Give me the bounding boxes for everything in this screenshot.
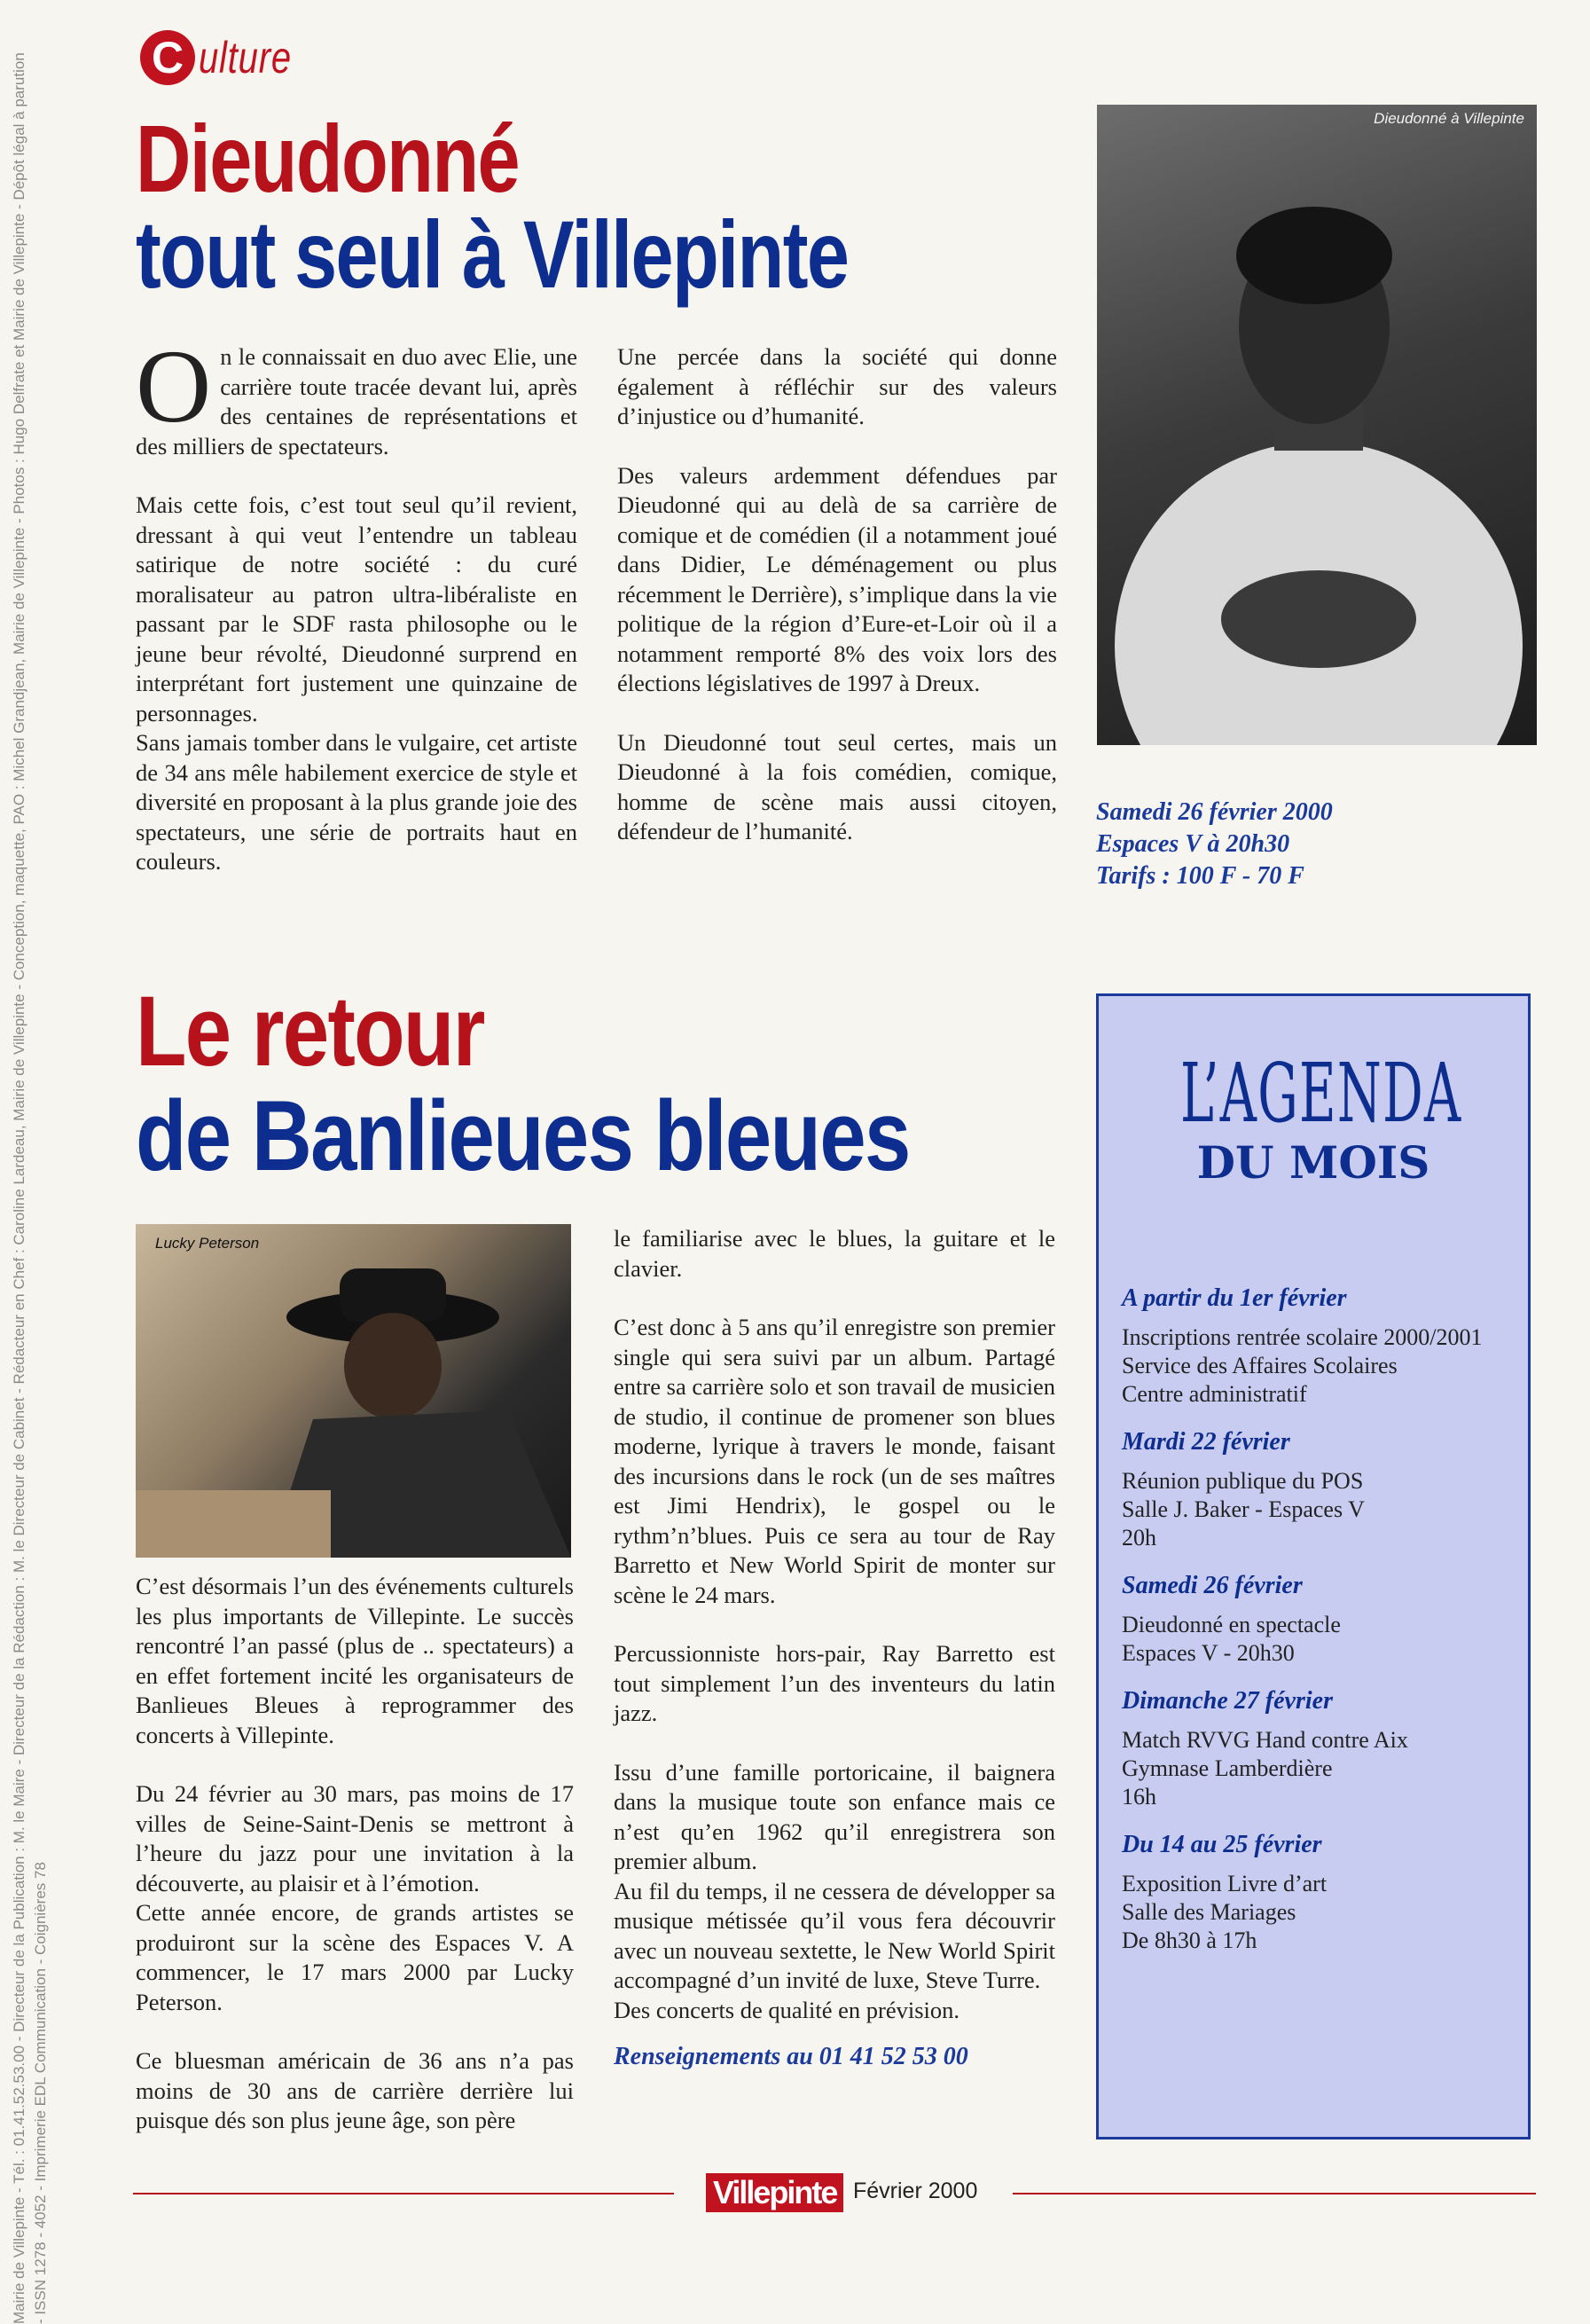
article1-col1-p3: Sans jamais tomber dans le vulgaire, cet artiste de 34 ans mêle habilement exercice de style et diversité en proposant à la plus grande joie des spectateurs, une série de portraits haut en couleurs. <box>136 729 577 875</box>
article2-col2-p2: C’est donc à 5 ans qu’il enregistre son premier single qui sera suivi par un album. Partagé entre sa carrière solo et son travail de musicien de studio, il continue de promener son blues moderne, lyrique à travers le monde, faisant des incursions dans le rock (un de ses maîtres est Jimi Hendrix), le gospel ou le rythm’n’blues. Puis ce sera au tour de Ray Barretto et New World Spirit de monter sur scène le 24 mars. <box>614 1314 1055 1608</box>
article2-column-1 <box>136 1572 574 2165</box>
agenda-entry-detail: Exposition Livre d’art Salle des Mariages De 8h30 à 17h <box>1122 1871 1328 1953</box>
article2-col1-p1: C’est désormais l’un des événements culturels les plus importants de Villepinte. Le succès rencontré l’an passé (plus de .. spectateurs) a en effet fortement incité les organisateurs de Banlieues Bleues à reprogrammer des concerts à Villepinte. <box>136 1573 574 1748</box>
photo-caption-lucky: Lucky Peterson <box>155 1235 260 1252</box>
event-venue: Espaces V à 20h30 <box>1096 830 1290 858</box>
face-shape <box>344 1313 442 1419</box>
portrait-illustration <box>1097 105 1537 745</box>
article1-col2-p1: Une percée dans la société qui donne également à réfléchir sur des valeurs d’injustice ou d’humanité. <box>617 343 1057 429</box>
agenda-list <box>1122 1284 1512 1975</box>
dieudonne-photo <box>1097 105 1537 745</box>
article2-col1-p3: Cette année encore, de grands artistes se produiront sur la scène des Espaces V. A commencer, le 17 mars 2000 par Lucky Peterson. <box>136 1899 574 2015</box>
agenda-title: L’AGENDA <box>1179 1046 1462 1141</box>
villepinte-logo: Villepinte <box>706 2173 843 2212</box>
article1-col1-p1: On le connaissait en duo avec Elie, une carrière toute tracée devant lui, après des centaines de représentations et des milliers de spectateurs. <box>136 328 577 459</box>
article1-col2-p3: Un Dieudonné tout seul certes, mais un Dieudonné à la fois comédien, comique, homme de scène mais aussi citoyen, défendeur de l’humanité. <box>617 728 1057 844</box>
event-date: Samedi 26 février 2000 <box>1096 798 1333 826</box>
hands-shape <box>1221 570 1416 668</box>
agenda-entry <box>1122 1284 1512 1409</box>
credits-line-1: Mairie de Villepinte - Tél. : 01.41.52.53.00 - Directeur de la Publication : M. le Maire - Directeur de la Rédaction : M. le Directeur de Cabinet - Rédacteur en Chef : Caroline Lardeau, Mairie de Villepinte - Conception, maquette, PAO : Michel Grandjean, Mairie de Villepinte - Photos : Hugo Delfrate et Mairie de Villepinte - Dépôt légal à parution <box>11 52 27 2324</box>
agenda-entry-date: Dimanche 27 février <box>1122 1687 1333 1715</box>
article2-headline-blue: de Banlieues bleues <box>136 1080 910 1191</box>
article1-col1-p2: Mais cette fois, c’est tout seul qu’il revient, dressant à qui veut l’entendre un tableau satirique de notre société : du curé moralisateur au patron ultra-libéraliste en passant par le SDF rasta philosophe ou le jeune beur révolté, Dieudonné surprend en interprétant fort justement une quinzaine de personnages. <box>136 491 577 726</box>
agenda-entry <box>1122 1687 1512 1811</box>
article2-col2-p5: Au fil du temps, il ne cessera de développer sa musique métissée qu’il vous fera découvrir avec un nouveau sextette, le New World Spirit accompagné d’un invité de luxe, Steve Turre. <box>614 1877 1055 1993</box>
publication-credits <box>9 52 106 2324</box>
event-info <box>1096 797 1333 892</box>
agenda-entry-date: Mardi 22 février <box>1122 1428 1290 1456</box>
agenda-subtitle: DU MOIS <box>1196 1136 1430 1189</box>
agenda-entry-date: Du 14 au 25 février <box>1122 1831 1322 1858</box>
agenda-entry <box>1122 1572 1512 1668</box>
footer-issue-date: Février 2000 <box>853 2179 978 2203</box>
hair-shape <box>1236 207 1392 304</box>
article1-column-1 <box>136 328 577 907</box>
article2-col2-p4: Issu d’une famille portoricaine, il baignera dans la musique toute son enfance mais ce n’est qu’en 1962 qu’il enregistrera son premier album. <box>614 1758 1055 1874</box>
article2-col2-p1: le familiarise avec le blues, la guitare et le clavier. <box>614 1225 1055 1282</box>
credits-line-2: - ISSN 1278 - 4052 - Imprimerie EDL Communication - Coignières 78 <box>32 1862 49 2324</box>
agenda-entry-date: Samedi 26 février <box>1122 1572 1303 1599</box>
footer-rule-right <box>1013 2193 1536 2194</box>
article1-headline-blue: tout seul à Villepinte <box>136 200 849 308</box>
rubric-label: ulture <box>199 33 292 82</box>
article2-col1-p4: Ce bluesman américain de 36 ans n’a pas moins de 30 ans de carrière derrière lui puisque dés son plus jeune âge, son père <box>136 2047 574 2133</box>
agenda-entry-detail: Réunion publique du POS Salle J. Baker - Espaces V 20h <box>1122 1468 1365 1551</box>
agenda-entry-detail: Inscriptions rentrée scolaire 2000/2001 Service des Affaires Scolaires Centre administratif <box>1122 1324 1483 1407</box>
agenda-box <box>1096 993 1531 2139</box>
agenda-entry <box>1122 1831 1512 1955</box>
photo-caption-dieudonne: Dieudonné à Villepinte <box>1374 110 1524 127</box>
dropcap-letter: O <box>136 328 212 444</box>
agenda-entry-detail: Dieudonné en spectacle Espaces V - 20h30 <box>1122 1612 1341 1666</box>
event-prices: Tarifs : 100 F - 70 F <box>1096 862 1304 890</box>
article2-col1-p2: Du 24 février au 30 mars, pas moins de 17 villes de Seine-Saint-Denis se mettront à l’heure du jazz pour une invitation à la découverte, au plaisir et à l’émotion. <box>136 1780 574 1896</box>
article2-col2-p6: Des concerts de qualité en prévision. <box>614 1996 960 2023</box>
agenda-entry <box>1122 1428 1512 1552</box>
article2-col2-p3: Percussionniste hors-pair, Ray Barretto est tout simplement l’un des inventeurs du latin jazz. <box>614 1640 1055 1726</box>
footer-rule-left <box>133 2193 674 2194</box>
article2-column-2 <box>614 1224 1055 2073</box>
agenda-entry-date: A partir du 1er février <box>1122 1284 1347 1312</box>
info-phone: Renseignements au 01 41 52 53 00 <box>614 2043 968 2070</box>
article1-column-2 <box>617 342 1057 876</box>
article1-headline-red: Dieudonné <box>136 105 519 212</box>
table-shape <box>136 1490 331 1558</box>
section-rubric <box>140 27 315 89</box>
bluesman-illustration <box>136 1224 571 1558</box>
article1-col2-p2: Des valeurs ardemment défendues par Dieudonné qui au delà de sa carrière de comique et de comédien (il a notamment joué dans Didier, Le déménagement ou plus récemment le Derrière), s’implique dans la vie politique de la région d’Eure-et-Loir où il a notamment remporté 8% des voix lors des élections législatives de 1997 à Dreux. <box>617 461 1057 696</box>
article2-headline-red: Le retour <box>136 976 484 1087</box>
rubric-c-logo: C <box>140 30 195 85</box>
lucky-peterson-photo <box>136 1224 571 1558</box>
agenda-entry-detail: Match RVVG Hand contre Aix Gymnase Lamberdière 16h <box>1122 1727 1408 1810</box>
